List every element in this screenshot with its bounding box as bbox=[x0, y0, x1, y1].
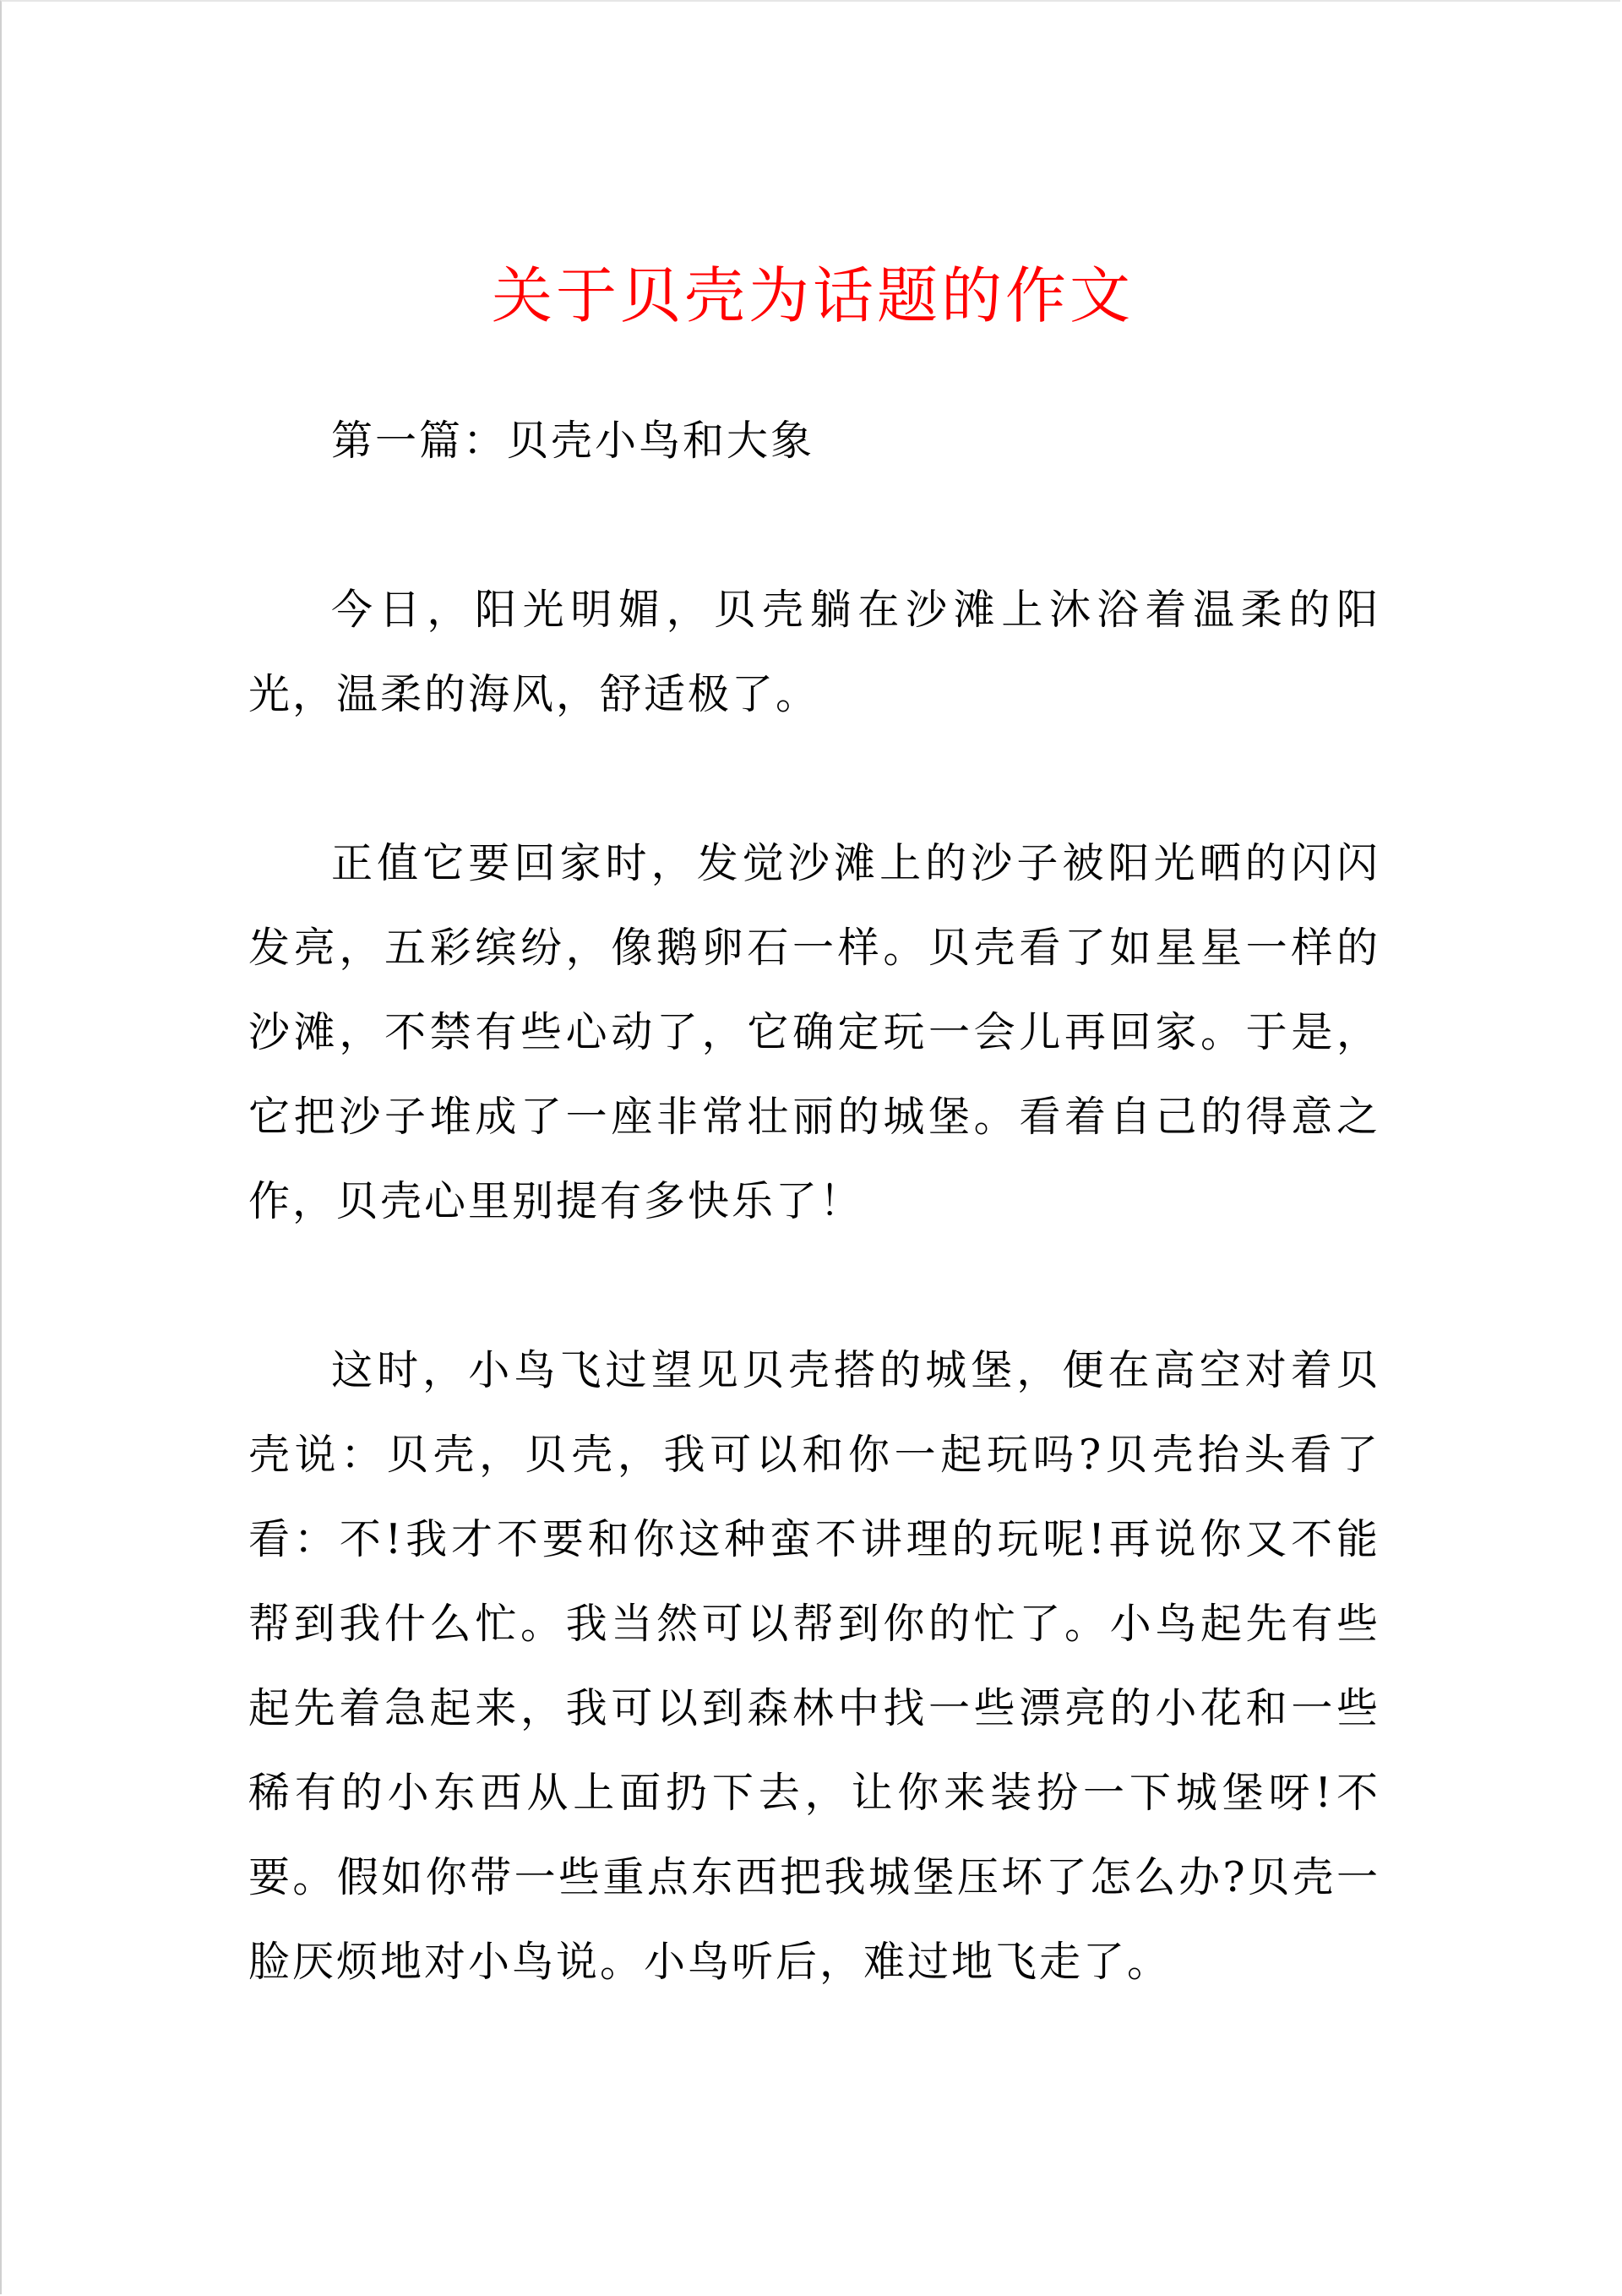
document-body bbox=[248, 399, 1380, 2089]
chapter-heading: 第一篇：贝壳小鸟和大象 bbox=[331, 417, 815, 465]
paragraph-1: 今日，阳光明媚，贝壳躺在沙滩上沐浴着温柔的阳光，温柔的海风，舒适极了。 bbox=[248, 586, 1380, 718]
paragraph-3: 这时，小鸟飞过望见贝壳搭的城堡，便在高空对着贝壳说：贝壳，贝壳，我可以和你一起玩吗?贝壳抬头看了看：不!我才不要和你这种蛮不讲理的玩呢!再说你又不能帮到我什么忙。我当然可以帮到你的忙了。小鸟起先有些起先着急起来，我可以到森林中找一些漂亮的小花和一些稀有的小东西从上面扔下去，让你来装扮一下城堡呀!不要。假如你带一些重点东西把我城堡压坏了怎么办?贝壳一脸厌烦地对小鸟说。小鸟听后，难过地飞走了。 bbox=[248, 1346, 1380, 1986]
paragraph-2: 正值它要回家时，发觉沙滩上的沙子被阳光晒的闪闪发亮，五彩缤纷，像鹅卵石一样。贝壳看了如星星一样的沙滩，不禁有些心动了，它确定玩一会儿再回家。于是，它把沙子堆成了一座非常壮丽的城堡。看着自己的得意之作，贝壳心里别提有多快乐了！ bbox=[248, 839, 1380, 1225]
document-title: 关于贝壳为话题的作文 bbox=[491, 260, 1134, 331]
